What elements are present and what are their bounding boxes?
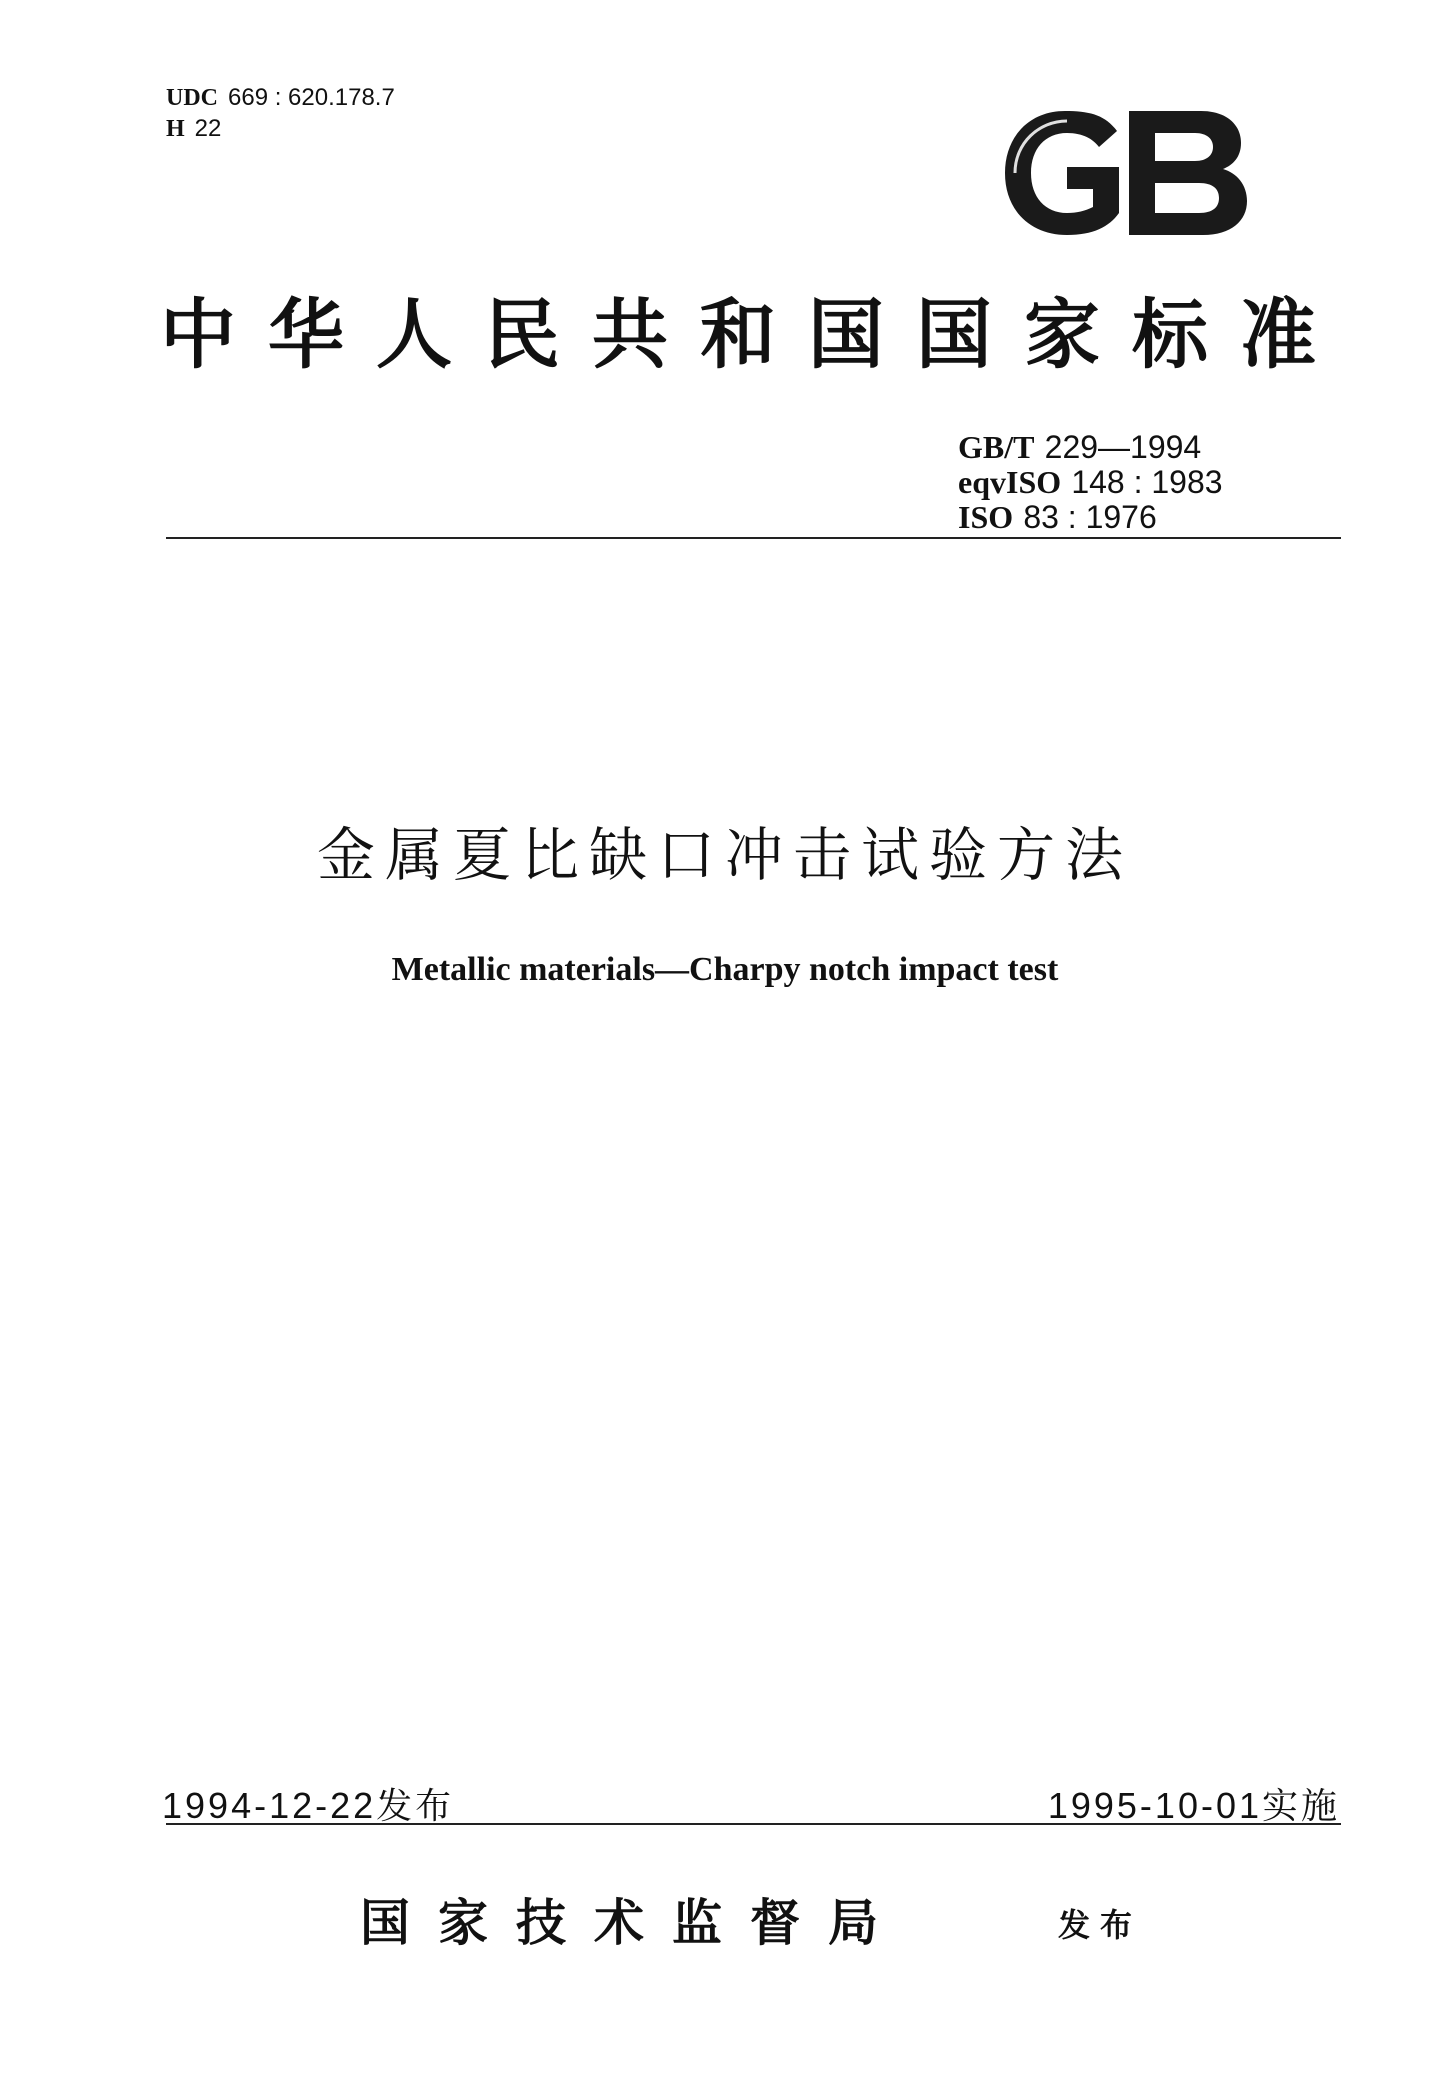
gb-logo [995, 103, 1255, 243]
gbt-number: 229—1994 [1044, 429, 1202, 465]
gb-logo-g [1005, 111, 1119, 235]
title-english: Metallic materials—Charpy notch impact test [391, 951, 1059, 988]
udc-label: UDC [166, 85, 218, 111]
issuing-authority: 国家技术监督局 [360, 1893, 906, 1952]
issue-label: 发布 [1058, 1906, 1143, 1944]
udc-value: 669 : 620.178.7 [228, 84, 395, 111]
title-chinese: 金属夏比缺口冲击试验方法 [316, 821, 1133, 889]
national-standard-heading: 中华人民共和国国家标准 [160, 290, 1348, 379]
eqv-number: 148 : 1983 [1071, 464, 1223, 500]
iso-number: 83 : 1976 [1023, 499, 1157, 535]
h-value: 22 [194, 115, 222, 142]
effective-date: 1995-10-01实施 [1047, 1785, 1340, 1826]
h-line [166, 113, 395, 144]
udc-block [166, 82, 395, 144]
gb-logo-b [1129, 111, 1247, 235]
udc-line [166, 82, 395, 113]
gbt-code-line [958, 430, 1223, 465]
iso-code-line [958, 500, 1223, 535]
h-label: H [166, 116, 185, 142]
standard-codes [958, 430, 1223, 535]
release-date: 1994-12-22发布 [162, 1785, 455, 1826]
gbt-prefix: GB/T [958, 429, 1035, 465]
footer-divider [166, 1823, 1341, 1825]
eqv-prefix: eqvISO [958, 464, 1062, 500]
iso-prefix: ISO [958, 499, 1014, 535]
header-divider [166, 537, 1341, 539]
eqv-code-line [958, 465, 1223, 500]
